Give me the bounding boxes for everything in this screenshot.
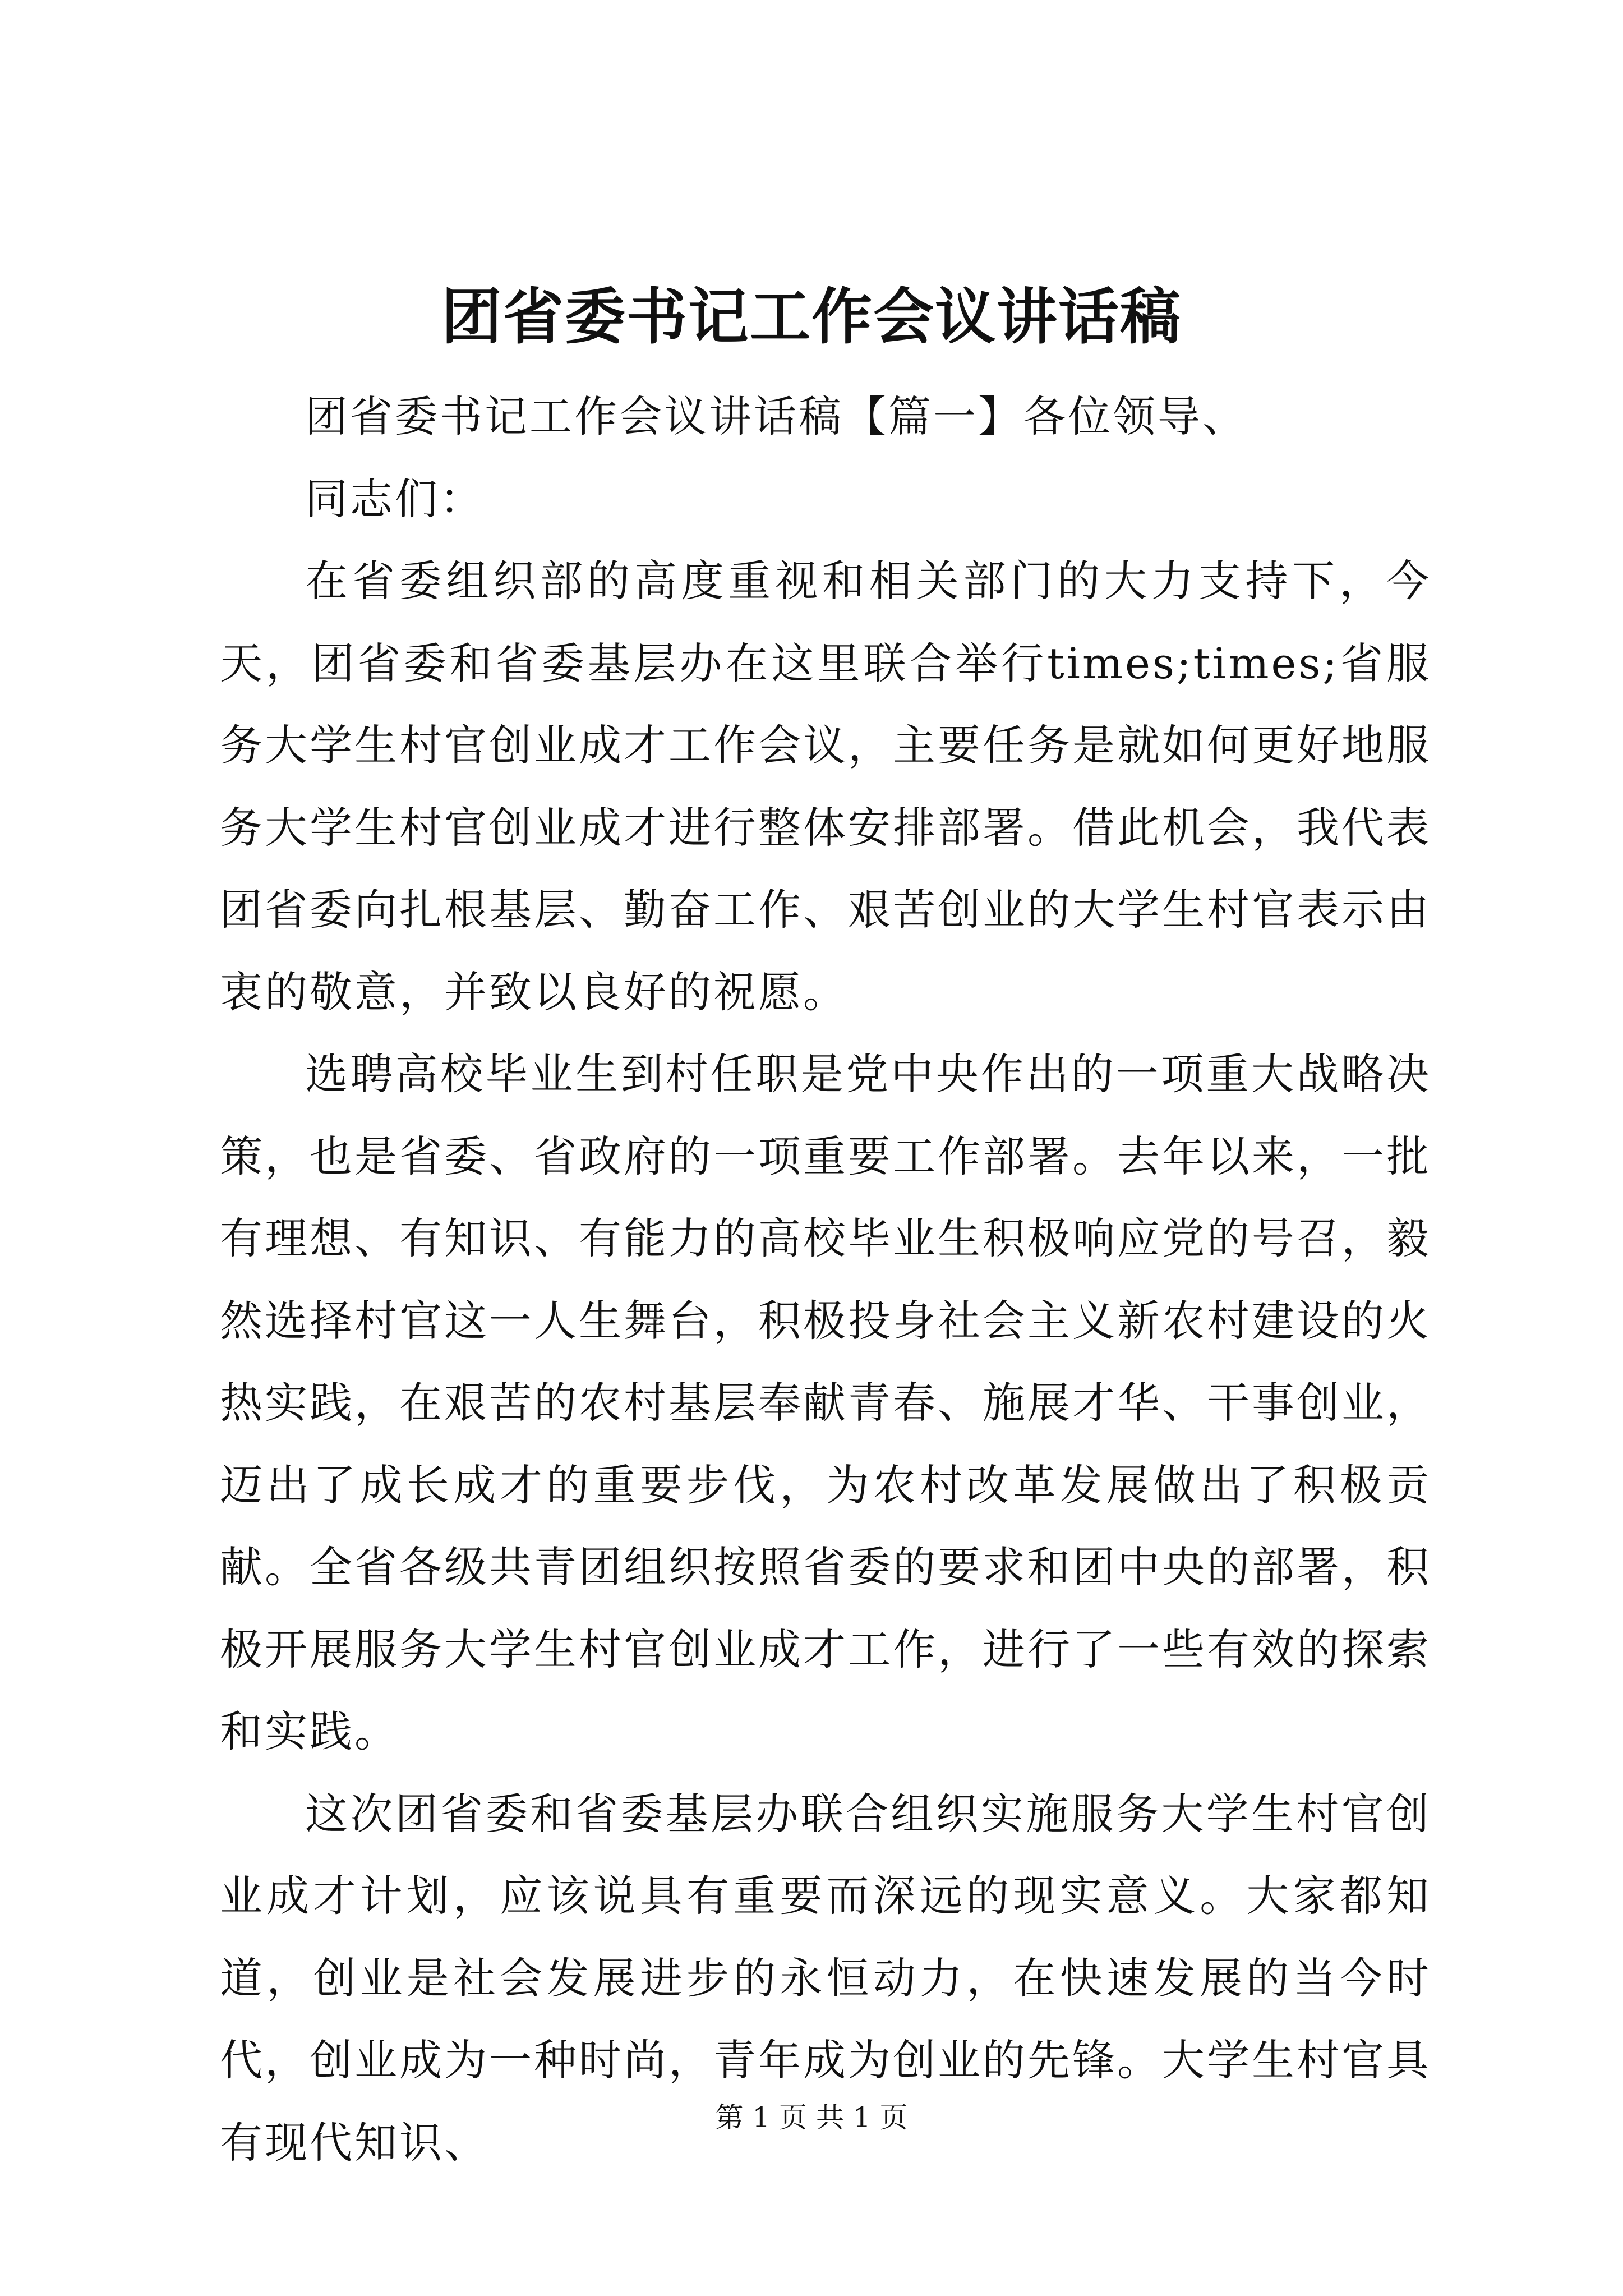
paragraph-2: 同志们：	[305, 473, 485, 524]
paragraph-1: 团省委书记工作会议讲话稿【篇一】各位领导、	[305, 392, 1247, 441]
paragraph-3: 在省委组织部的高度重视和相关部门的大力支持下，今天，团省委和省委基层办在这里联合举行times;times;省服务大学生村官创业成才工作会议，主要任务是就如何更好地服务大学生村官创业成才进行整体安排部署。借此机会，我代表团省委向扎根基层、勤奋工作、艰苦创业的大学生村官表示由衷的敬意，并致以良好的祝愿。	[220, 556, 1431, 1017]
document-body	[220, 376, 1431, 2184]
page-footer: 第 1 页 共 1 页	[715, 2101, 908, 2134]
document-title: 团省委书记工作会议讲话稿	[441, 282, 1182, 352]
paragraph-5: 这次团省委和省委基层办联合组织实施服务大学生村官创业成才计划，应该说具有重要而深远的现实意义。大家都知道，创业是社会发展进步的永恒动力，在快速发展的当今时代，创业成为一种时尚，青年成为创业的先锋。大学生村官具有现代知识、	[220, 1788, 1431, 2168]
paragraph-4: 选聘高校毕业生到村任职是党中央作出的一项重大战略决策，也是省委、省政府的一项重要工作部署。去年以来，一批有理想、有知识、有能力的高校毕业生积极响应党的号召，毅然选择村官这一人生舞台，积极投身社会主义新农村建设的火热实践，在艰苦的农村基层奉献青春、施展才华、干事创业，迈出了成长成才的重要步伐，为农村改革发展做出了积极贡献。全省各级共青团组织按照省委的要求和团中央的部署，积极开展服务大学生村官创业成才工作，进行了一些有效的探索和实践。	[220, 1049, 1431, 1756]
